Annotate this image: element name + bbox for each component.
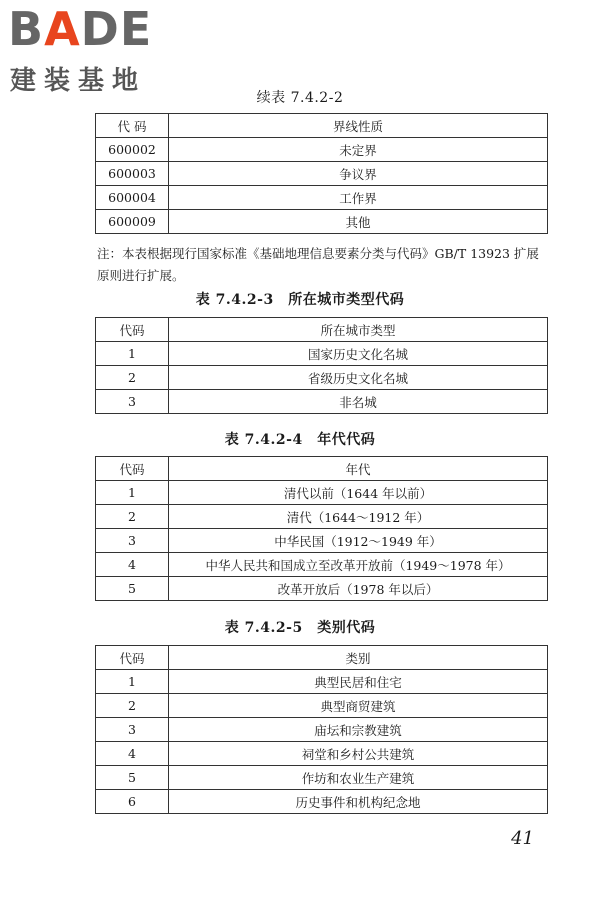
page-number: 41 [511, 828, 534, 849]
table-row [96, 162, 548, 186]
code-cell: 1 [96, 670, 169, 694]
table-row [96, 342, 548, 366]
code-cell: 5 [96, 766, 169, 790]
value-cell: 庙坛和宗教建筑 [169, 718, 548, 742]
table-header-row [96, 457, 548, 481]
value-cell: 历史事件和机构纪念地 [169, 790, 548, 814]
table-header-cell: 界线性质 [169, 114, 548, 138]
table3-caption: 表 7.4.2-4 年代代码 [224, 432, 376, 448]
table-row [96, 766, 548, 790]
table-row [96, 186, 548, 210]
code-cell: 3 [96, 390, 169, 414]
code-cell: 1 [96, 342, 169, 366]
value-cell: 作坊和农业生产建筑 [169, 766, 548, 790]
table2-caption: 表 7.4.2-3 所在城市类型代码 [195, 292, 405, 308]
table-header-cell: 代码 [96, 646, 169, 670]
table3 [95, 456, 548, 601]
table-header-cell: 类别 [169, 646, 548, 670]
code-cell: 3 [96, 529, 169, 553]
table1-caption: 续表 7.4.2-2 [256, 90, 344, 106]
table-row [96, 670, 548, 694]
value-cell: 省级历史文化名城 [169, 366, 548, 390]
table-header-row [96, 318, 548, 342]
table-header-cell: 年代 [169, 457, 548, 481]
code-cell: 3 [96, 718, 169, 742]
value-cell: 非名城 [169, 390, 548, 414]
table-header-cell: 代 码 [96, 114, 169, 138]
code-cell: 1 [96, 481, 169, 505]
table4-caption: 表 7.4.2-5 类别代码 [224, 620, 376, 636]
value-cell: 未定界 [169, 138, 548, 162]
table-header-cell: 代码 [96, 457, 169, 481]
table-header-row [96, 114, 548, 138]
code-cell: 2 [96, 366, 169, 390]
table1 [95, 113, 548, 234]
table-row [96, 718, 548, 742]
table-row [96, 577, 548, 601]
value-cell: 典型商贸建筑 [169, 694, 548, 718]
value-cell: 清代（1644～1912 年） [169, 505, 548, 529]
table-note: 注：本表根据现行国家标准《基础地理信息要素分类与代码》GB/T 13923 扩展原则进行扩展。 [97, 246, 539, 283]
code-cell: 4 [96, 742, 169, 766]
code-cell: 6 [96, 790, 169, 814]
table-row [96, 694, 548, 718]
value-cell: 工作界 [169, 186, 548, 210]
table-row [96, 505, 548, 529]
value-cell: 其他 [169, 210, 548, 234]
code-cell: 600002 [96, 138, 169, 162]
logo-wordmark: BADE [8, 2, 153, 56]
code-cell: 5 [96, 577, 169, 601]
value-cell: 争议界 [169, 162, 548, 186]
table-row [96, 210, 548, 234]
table-header-row [96, 646, 548, 670]
code-cell: 600004 [96, 186, 169, 210]
table-row [96, 742, 548, 766]
table4 [95, 645, 548, 814]
value-cell: 国家历史文化名城 [169, 342, 548, 366]
value-cell: 改革开放后（1978 年以后） [169, 577, 548, 601]
table2 [95, 317, 548, 414]
table-header-cell: 所在城市类型 [169, 318, 548, 342]
code-cell: 600009 [96, 210, 169, 234]
table-row [96, 529, 548, 553]
table-row [96, 790, 548, 814]
code-cell: 2 [96, 505, 169, 529]
bade-logo [8, 2, 178, 96]
table-header-cell: 代码 [96, 318, 169, 342]
table-row [96, 481, 548, 505]
table-row [96, 390, 548, 414]
table-row [96, 553, 548, 577]
code-cell: 4 [96, 553, 169, 577]
logo-subtitle: 建装基地 [10, 66, 147, 96]
table-row [96, 366, 548, 390]
value-cell: 祠堂和乡村公共建筑 [169, 742, 548, 766]
value-cell: 中华民国（1912～1949 年） [169, 529, 548, 553]
value-cell: 典型民居和住宅 [169, 670, 548, 694]
value-cell: 中华人民共和国成立至改革开放前（1949～1978 年） [169, 553, 548, 577]
code-cell: 600003 [96, 162, 169, 186]
table-row [96, 138, 548, 162]
value-cell: 清代以前（1644 年以前） [169, 481, 548, 505]
code-cell: 2 [96, 694, 169, 718]
